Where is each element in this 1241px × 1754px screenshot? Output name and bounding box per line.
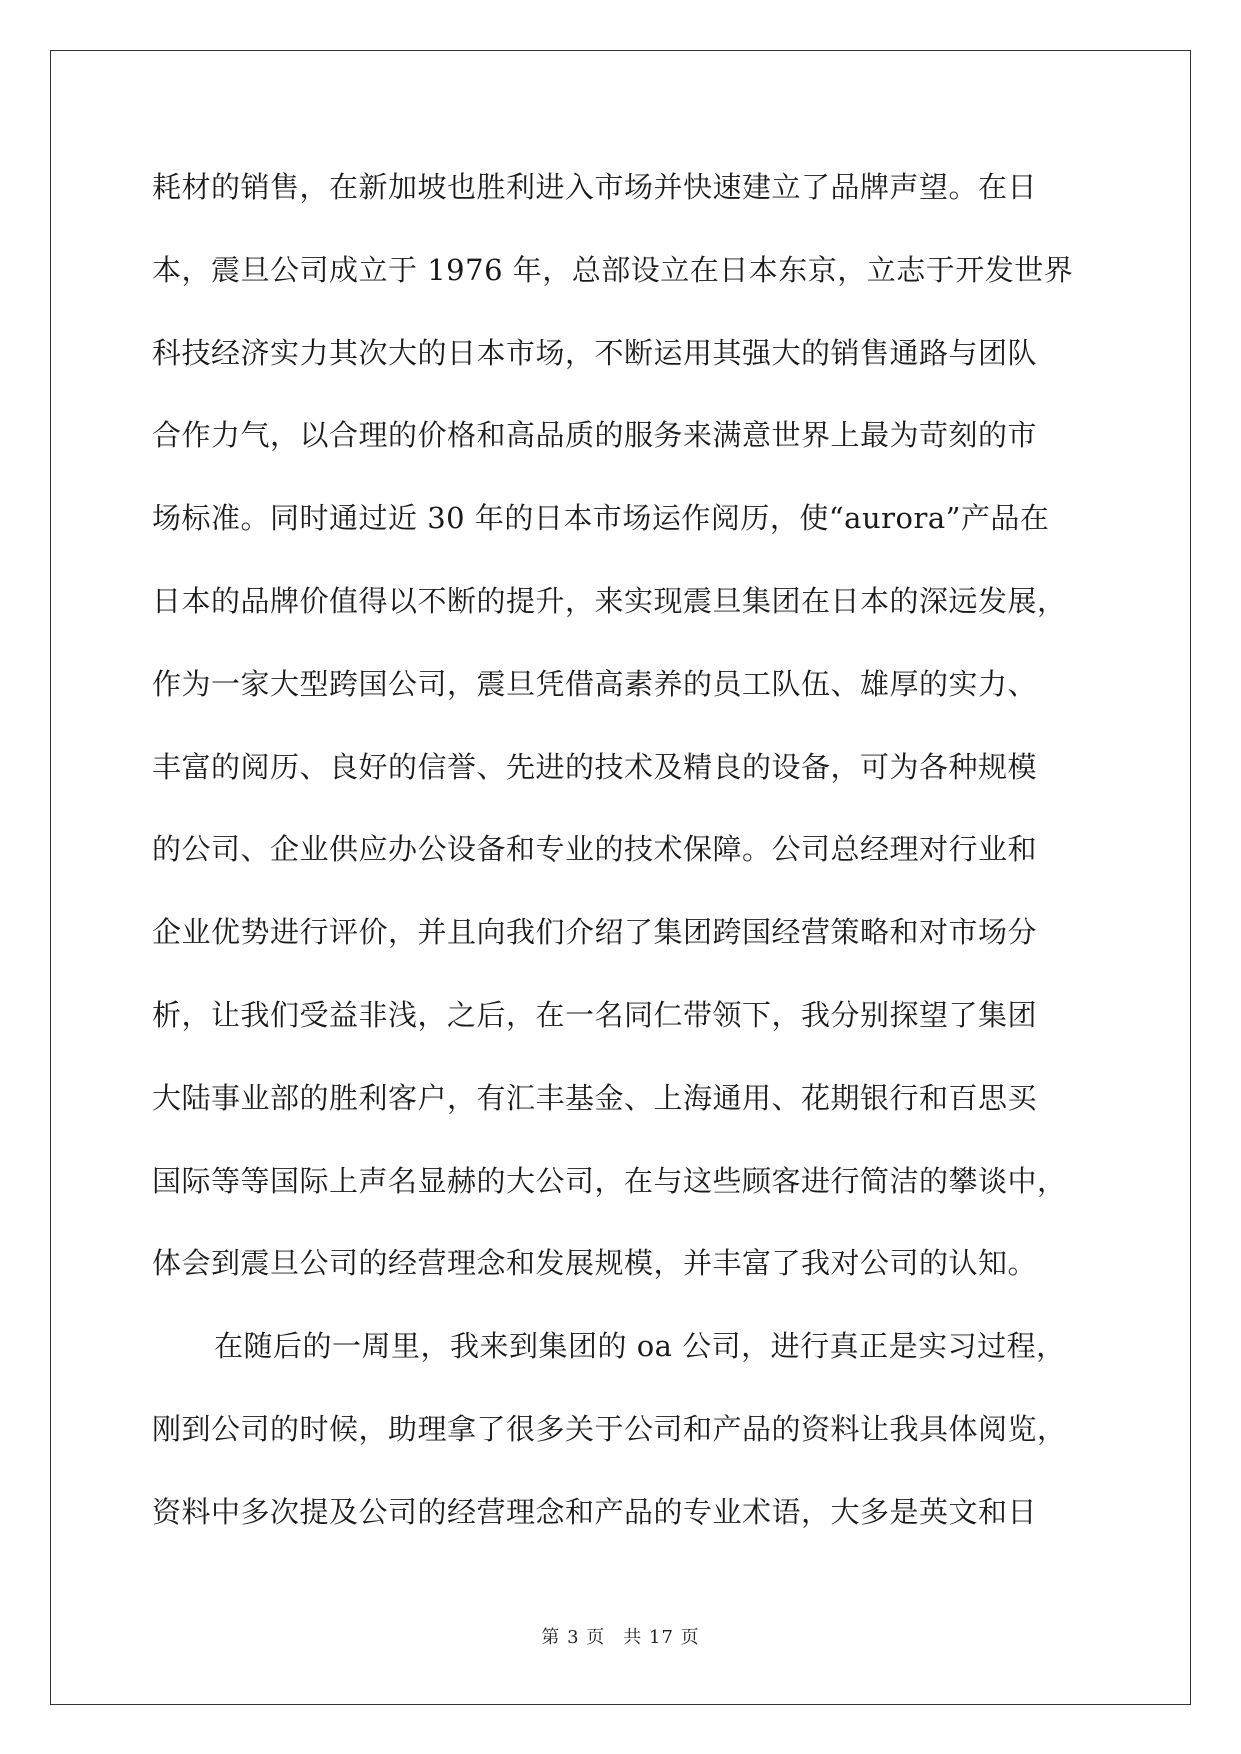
paragraph-start-line: 在随后的一周里，我来到集团的 oa 公司，进行真正是实习过程， bbox=[214, 1329, 1066, 1364]
text-line: 丰富的阅历、良好的信誉、先进的技术及精良的设备，可为各种规模 bbox=[152, 749, 1038, 784]
text-line: 体会到震旦公司的经营理念和发展规模，并丰富了我对公司的认知。 bbox=[152, 1246, 1038, 1281]
text-line: 析，让我们受益非浅，之后，在一名同仁带领下，我分别探望了集团 bbox=[152, 997, 1038, 1032]
document-body bbox=[152, 160, 1092, 1568]
text-line: 日本的品牌价值得以不断的提升，来实现震旦集团在日本的深远发展， bbox=[152, 583, 1067, 618]
page-footer bbox=[0, 1623, 1241, 1649]
text-line: 资料中多次提及公司的经营理念和产品的专业术语，大多是英文和日 bbox=[152, 1494, 1038, 1529]
text-line: 刚到公司的时候，助理拿了很多关于公司和产品的资料让我具体阅览， bbox=[152, 1411, 1067, 1446]
text-line: 作为一家大型跨国公司，震旦凭借高素养的员工队伍、雄厚的实力、 bbox=[152, 666, 1038, 701]
text-line: 场标准。同时通过近 30 年的日本市场运作阅历，使“aurora”产品在 bbox=[152, 501, 1050, 536]
page-number: 第 3 页 bbox=[541, 1627, 606, 1648]
text-line: 的公司、企业供应办公设备和专业的技术保障。公司总经理对行业和 bbox=[152, 832, 1038, 867]
text-line: 国际等等国际上声名显赫的大公司，在与这些顾客进行简洁的攀谈中， bbox=[152, 1163, 1067, 1198]
text-line: 合作力气，以合理的价格和高品质的服务来满意世界上最为苛刻的市 bbox=[152, 418, 1038, 453]
text-line: 本，震旦公司成立于 1976 年，总部设立在日本东京，立志于开发世界 bbox=[152, 252, 1074, 287]
text-line: 企业优势进行评价，并且向我们介绍了集团跨国经营策略和对市场分 bbox=[152, 915, 1038, 950]
page-total: 共 17 页 bbox=[623, 1627, 700, 1648]
text-line: 科技经济实力其次大的日本市场，不断运用其强大的销售通路与团队 bbox=[152, 335, 1038, 370]
text-line: 耗材的销售，在新加坡也胜利进入市场并快速建立了品牌声望。在日 bbox=[152, 170, 1038, 204]
text-line: 大陆事业部的胜利客户，有汇丰基金、上海通用、花期银行和百思买 bbox=[152, 1080, 1038, 1115]
